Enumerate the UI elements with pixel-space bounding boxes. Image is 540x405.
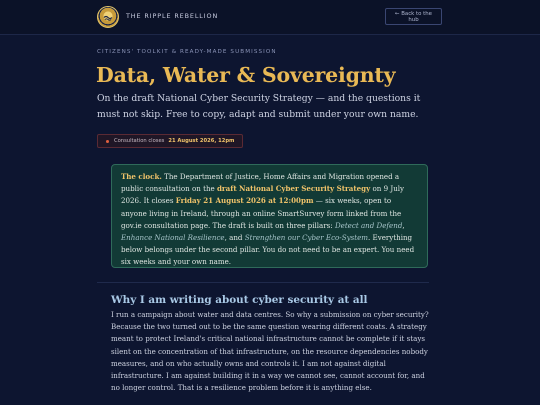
strategy-link[interactable]: draft National Cyber Security Strategy bbox=[216, 184, 371, 194]
page-subtitle: On the draft National Cyber Security Strategy — and the questions it must not skip. Free to copy, adapt and submit under your own name. bbox=[97, 93, 421, 120]
callout-text: The Department of Justice, Home Affairs and Migration opened a public consultation on the bbox=[121, 172, 400, 194]
badge-date: 21 August 2026, 12pm bbox=[168, 138, 235, 144]
page-title: Data, Water & Sovereignty bbox=[96, 63, 396, 87]
section-body: I run a campaign about water and data centres. So why a submission on cyber security? Because the two turned out to be the same question wearing different coats. A strategy meant to protect Ireland's critical national infrastructure cannot be complete if it stays silent on the concentration of that infrastructure, on the resource dependencies nobody measures, and on who actually owns and controls it. I am not against digital infrastructure. I am against building it in a way we cannot see, cannot account for, and no longer control. That is a resilience problem before it is anything else. bbox=[111, 310, 429, 393]
callout-lead: The clock. bbox=[121, 172, 162, 181]
clock-callout bbox=[111, 164, 428, 268]
pillar-ecosystem: Strengthen our Cyber Eco-System bbox=[244, 233, 368, 243]
deadline-highlight: Friday 21 August 2026 at 12:00pm bbox=[175, 196, 314, 206]
callout-text: . Everything below belongs under the second pillar. You do not need to be an expert. You need six weeks and your own name. bbox=[121, 233, 415, 267]
page-kicker: CITIZENS' TOOLKIT & READY-MADE SUBMISSION bbox=[97, 49, 277, 55]
callout-text: , bbox=[402, 220, 405, 230]
pillar-detect: Detect and Defend bbox=[334, 220, 403, 230]
section-divider bbox=[97, 282, 429, 283]
section-heading: Why I am writing about cyber security at all bbox=[111, 294, 368, 306]
status-dot-icon bbox=[106, 140, 109, 143]
pillar-resilience: Enhance National Resilience bbox=[121, 233, 225, 243]
callout-text: — six weeks, open to anyone living in Ireland, through an online SmartSurvey form linked from the gov.ie consultation page. The draft is built on three pillars: bbox=[121, 196, 402, 230]
back-to-hub-button[interactable]: ← Back to the hub bbox=[385, 8, 442, 25]
ripple-seal-icon[interactable] bbox=[97, 6, 119, 28]
callout-text: on 9 July 2026. It closes bbox=[121, 184, 405, 206]
ripple-wave-icon bbox=[101, 10, 115, 24]
badge-label: Consultation closes bbox=[114, 138, 165, 144]
callout-text: , and bbox=[224, 233, 245, 243]
top-bar bbox=[0, 0, 540, 35]
brand-name[interactable]: THE RIPPLE REBELLION bbox=[126, 12, 219, 20]
consultation-deadline-badge bbox=[97, 134, 243, 148]
